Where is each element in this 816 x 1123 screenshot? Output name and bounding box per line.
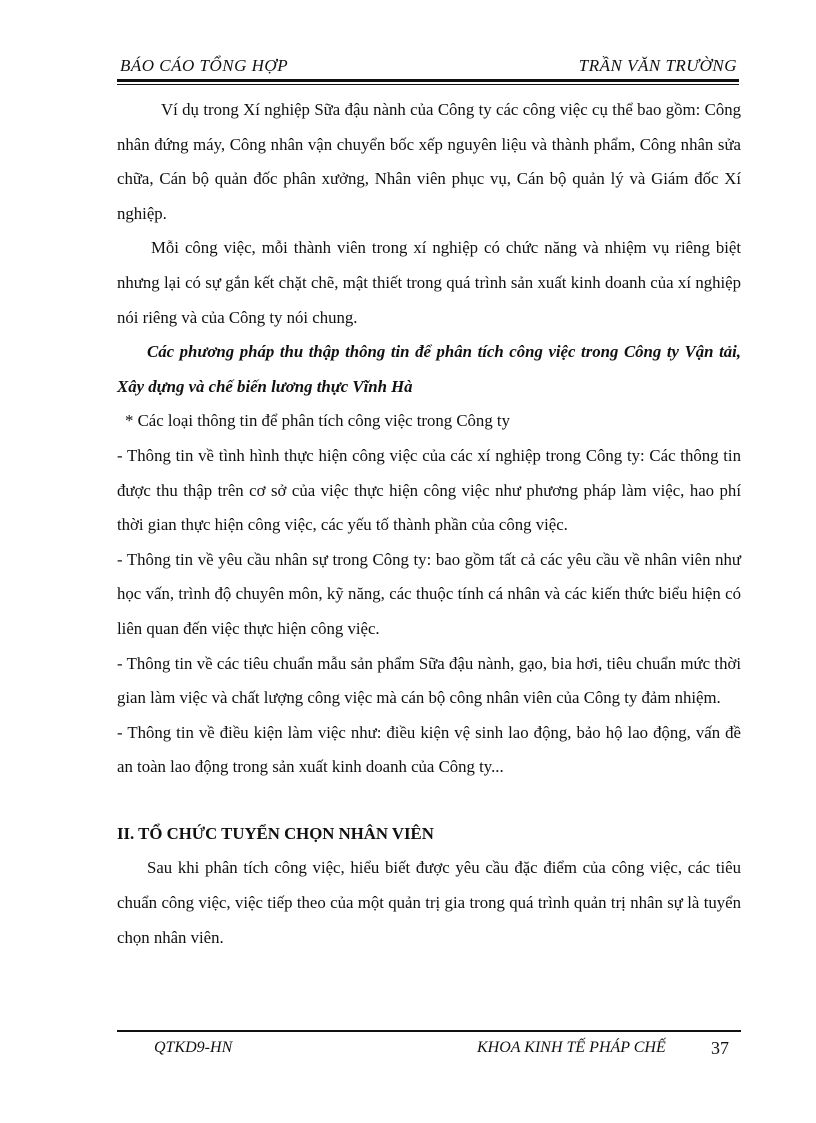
list-item-personnel: - Thông tin về yêu cầu nhân sự trong Công ty: bao gồm tất cả các yêu cầu về nhân viên như học vấn, trình độ chuyên môn, kỹ năng, các thuộc tính cá nhân và các kiến thức biểu hiện có liên quan đến việc thực hiện công việc. [117,549,741,638]
list-item-conditions: - Thông tin về điều kiện làm việc như: điều kiện vệ sinh lao động, bảo hộ lao động, vấn đề an toàn lao động trong sản xuất kinh doanh của Công ty... [117,722,741,777]
header-rule-thick [117,79,739,82]
paragraph-recruitment: Sau khi phân tích công việc, hiểu biết được yêu cầu đặc điểm của công việc, các tiêu chuẩn công việc, việc tiếp theo của một quản trị gia trong quá trình quản trị nhân sự là tuyển chọn nhân viên. [117,858,741,947]
footer-rule [117,1030,741,1032]
spacer [117,785,741,817]
page-footer [117,1030,741,1070]
list-item-standards: - Thông tin về các tiêu chuẩn mẫu sản phẩm Sữa đậu nành, gạo, bia hơi, tiêu chuẩn mức thời gian làm việc và chất lượng công việc mà cán bộ công nhân viên của Công ty đảm nhiệm. [117,653,741,708]
header-author-name: TRẦN VĂN TRƯỜNG [578,56,737,75]
footer-class-code: QTKD9-HN [154,1039,233,1056]
list-intro: * Các loại thông tin để phân tích công việc trong Công ty [125,411,510,431]
header-rule-thin [117,84,739,85]
page-body [117,93,741,955]
paragraph-roles: Mỗi công việc, mỗi thành viên trong xí nghiệp có chức năng và nhiệm vụ riêng biệt nhưng lại có sự gắn kết chặt chẽ, mật thiết trong quá trình sản xuất kinh doanh của xí nghiệp nói riêng và của Công ty nói chung. [117,238,741,327]
paragraph-example: Ví dụ trong Xí nghiệp Sữa đậu nành của Công ty các công việc cụ thể bao gồm: Công nhân đứng máy, Công nhân vận chuyển bốc xếp nguyên liệu và thành phẩm, Công nhân sửa chữa, Cán bộ quản đốc phân xưởng, Nhân viên phục vụ, Cán bộ quản lý và Giám đốc Xí nghiệp. [117,100,741,223]
section-heading: II. TỔ CHỨC TUYỂN CHỌN NHÂN VIÊN [117,823,434,843]
header-report-title: BÁO CÁO TỔNG HỢP [120,56,289,75]
page-number: 37 [711,1038,729,1058]
subheading-methods: Các phương pháp thu thập thông tin để phân tích công việc trong Công ty Vận tải, Xây dựng và chế biến lương thực Vĩnh Hà [117,342,741,396]
list-item-performance: - Thông tin về tình hình thực hiện công việc của các xí nghiệp trong Công ty: Các thông tin được thu thập trên cơ sở của việc thực hiện công việc như phương pháp làm việc, hao phí thời gian thực hiện công việc, các yếu tố thành phần của công việc. [117,445,741,535]
page-header [117,52,739,82]
footer-faculty: KHOA KINH TẾ PHÁP CHẾ [477,1039,666,1056]
